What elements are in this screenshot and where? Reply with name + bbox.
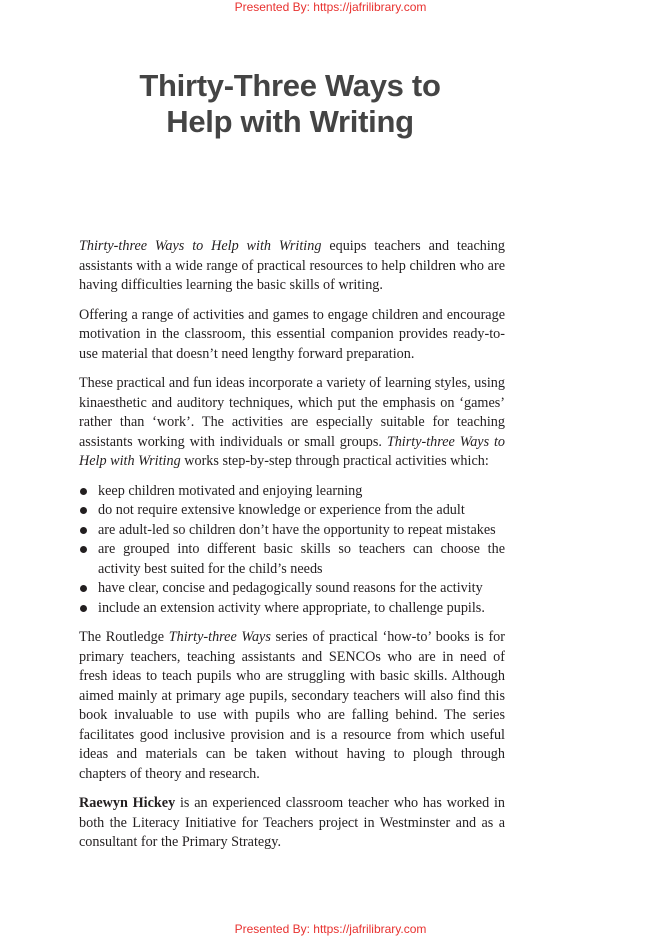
bullet-icon (80, 605, 87, 612)
book-title-italic: Thirty-three Ways to Help with Writing (79, 433, 506, 469)
list-item (79, 599, 505, 619)
author-name: Raewyn Hickey (79, 795, 176, 811)
list-item-text: include an extension activity where appropriate, to challenge pupils. (98, 599, 485, 616)
list-item-text: are grouped into different basic skills so teachers can choose the activity best suited for the child’s needs (98, 541, 505, 577)
footer-presented-by-link[interactable]: Presented By: https://jafrilibrary.com (234, 922, 427, 936)
paragraph-series-tail: series of practical ‘how-to’ books is for primary teachers, teaching assistants and SENCOs who are in need of fresh ideas to teach pupils who are struggling with basic skills. Although aimed mainly at primary age pupils, secondary teachers will also find this book invaluable to use with pupils who are falling behind. The series facilitates good inclusive provision and is a resource from which useful ideas and materials can be taken without having to plough through chapters of theory and research. (79, 629, 505, 782)
list-item (79, 501, 505, 521)
list-item (79, 482, 505, 502)
book-title (60, 68, 520, 140)
back-cover-description (79, 237, 505, 863)
list-item (79, 540, 505, 579)
paragraph-intro (79, 237, 505, 296)
list-item-text: do not require extensive knowledge or experience from the adult (98, 502, 465, 518)
paragraph-series-text: The Routledge (79, 629, 169, 645)
bullet-icon (80, 488, 87, 495)
list-item (79, 579, 505, 599)
paragraph-activities: Offering a range of activities and games to engage children and encourage motivation in the classroom, this essential companion provides ready-to-use material that doesn’t need lengthy forward preparation. (79, 306, 505, 362)
paragraph-intro-text: equips teachers and teaching assistants with a wide range of practical resources to help children who are having difficulties learning the basic skills of writing. (79, 238, 505, 293)
bullet-icon (80, 546, 87, 553)
feature-list (79, 482, 505, 619)
list-item-text: keep children motivated and enjoying learning (98, 482, 363, 499)
paragraph-learning-styles-tail: works step-by-step through practical activities which: (180, 453, 489, 469)
paragraph-learning-styles (79, 374, 505, 472)
book-title-line-2: Help with Writing (166, 104, 414, 139)
series-title-italic: Thirty-three Ways (168, 629, 271, 645)
list-item-text: are adult-led so children don’t have the opportunity to repeat mistakes (98, 521, 496, 538)
bullet-icon (80, 527, 87, 534)
paragraph-author-bio (79, 794, 505, 853)
bullet-icon (80, 507, 87, 514)
paragraph-learning-styles-text: These practical and fun ideas incorporate a variety of learning styles, using kinaesthetic and auditory techniques, which put the emphasis on ‘games’ rather than ‘work’. The activities are especially suitable for teaching assistants working with individuals or small groups. (79, 375, 505, 450)
paragraph-series (79, 628, 505, 784)
author-bio-text: is an experienced classroom teacher who has worked in both the Literacy Initiative for Teachers project in Westminster and as a consultant for the Primary Strategy. (79, 795, 505, 850)
list-item-text: have clear, concise and pedagogically sound reasons for the activity (98, 580, 483, 596)
header-presented-by-link[interactable]: Presented By: https://jafrilibrary.com (234, 0, 427, 14)
bullet-icon (80, 585, 87, 592)
book-title-line-1: Thirty-Three Ways to (139, 68, 441, 103)
book-title-italic: Thirty-three Ways to Help with Writing (79, 238, 322, 254)
list-item (79, 521, 505, 541)
